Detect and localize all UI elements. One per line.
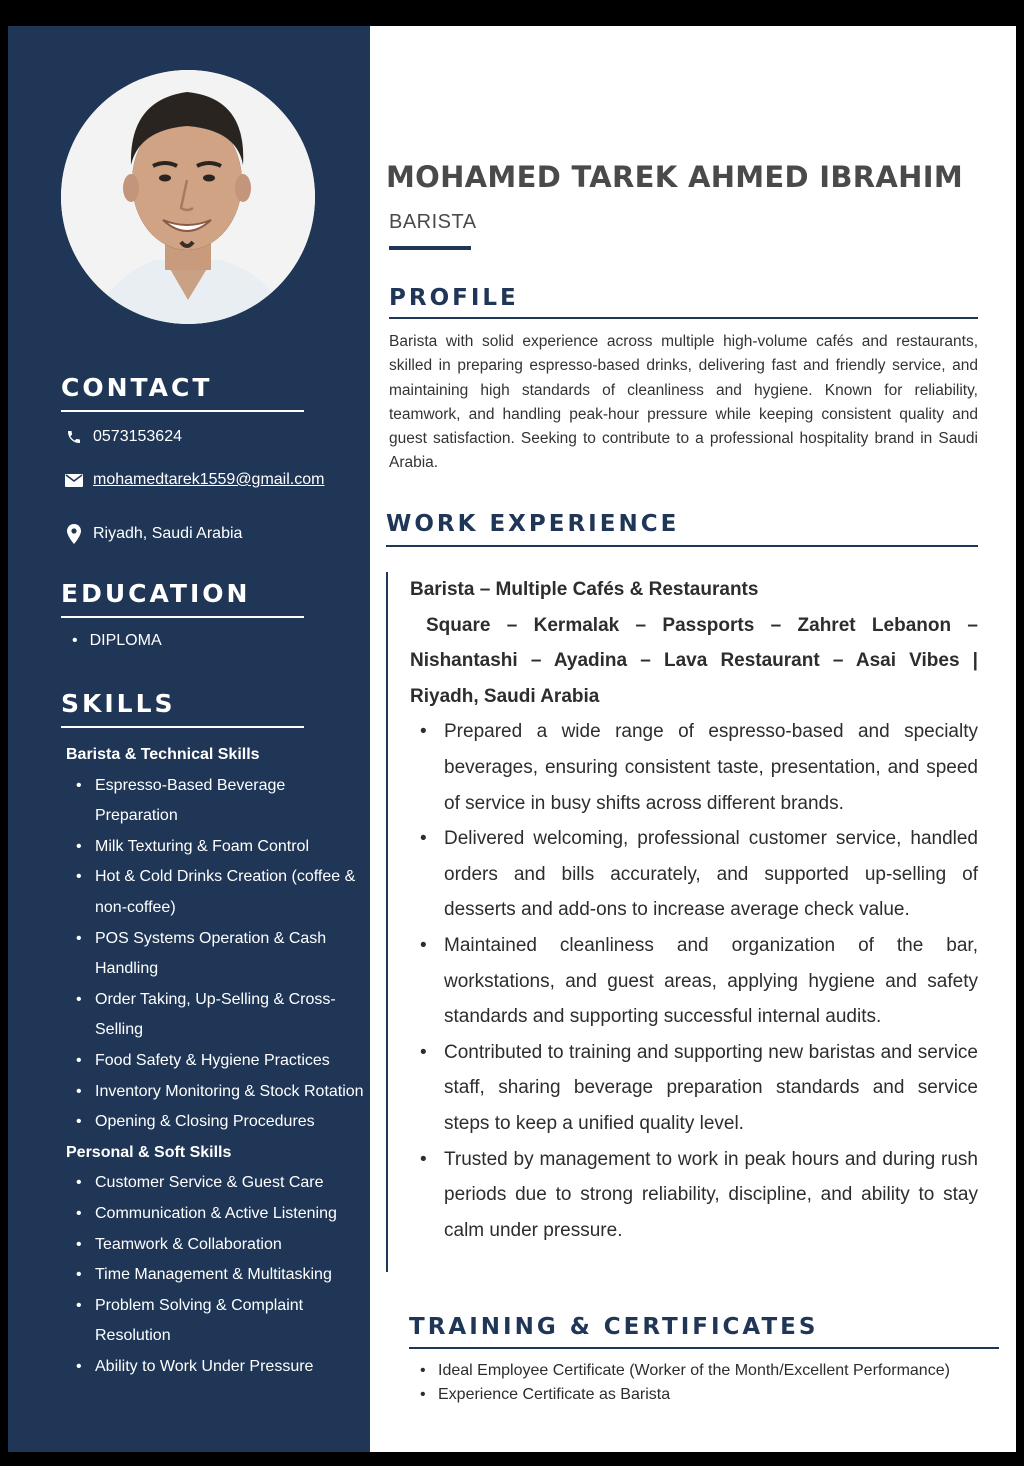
- skill-item: • Customer Service & Guest Care: [66, 1168, 366, 1199]
- certificates-divider: [409, 1347, 999, 1349]
- skill-item: • Espresso-Based Beverage Preparation: [66, 771, 366, 832]
- experience-locations-line1: Square – Kermalak – Passports – Zahret Lebanon –: [426, 614, 978, 636]
- title-underline: [389, 246, 471, 250]
- experience-bullet: • Maintained cleanliness and organization of the bar, workstations, and guest areas, applying hygiene and safety standards and supporting successful internal audits.: [410, 928, 978, 1035]
- skill-item: • Hot & Cold Drinks Creation (coffee & non-coffee): [66, 862, 366, 923]
- profile-divider: [389, 317, 978, 319]
- location-row: [61, 524, 242, 544]
- experience-heading: Barista – Multiple Cafés & Restaurants: [410, 579, 759, 600]
- profile-text: Barista with solid experience across multiple high-volume cafés and restaurants, skilled in preparing espresso-based drinks, delivering fast and friendly service, and maintaining high standards of cleanliness and hygiene. Known for reliability, teamwork, and handling peak-hour pressure while keeping consistent quality and guest satisfaction. Seeking to contribute to a professional hospitality brand in Saudi Arabia.: [389, 333, 978, 472]
- experience-locations-rest: Nishantashi – Ayadina – Lava Restaurant – Asai Vibes | Riyadh, Saudi Arabia: [410, 650, 978, 707]
- profile-heading: PROFILE: [389, 285, 519, 311]
- work-experience-divider: [386, 545, 978, 547]
- education-heading: EDUCATION: [61, 580, 304, 618]
- mail-icon: [61, 474, 87, 487]
- experience-bullet: • Contributed to training and supporting new baristas and service staff, sharing beverage preparation standards and service steps to keep a unified quality level.: [410, 1035, 978, 1142]
- phone-text[interactable]: 0573153624: [93, 428, 182, 445]
- education-list: [72, 632, 162, 650]
- skill-item: • Food Safety & Hygiene Practices: [66, 1046, 366, 1077]
- candidate-name: MOHAMED TAREK AHMED IBRAHIM: [386, 160, 963, 194]
- sidebar: [8, 26, 370, 1452]
- skills-heading: SKILLS: [61, 690, 304, 728]
- skill-item: • Time Management & Multitasking: [66, 1260, 366, 1291]
- skill-item: • Teamwork & Collaboration: [66, 1230, 366, 1261]
- work-experience-heading: WORK EXPERIENCE: [386, 511, 680, 537]
- location-pin-icon: [61, 524, 87, 544]
- experience-bullets: [410, 714, 978, 1248]
- profile-photo: [61, 70, 315, 324]
- certificate-item: • Ideal Employee Certificate (Worker of the Month/Excellent Performance): [420, 1359, 950, 1383]
- skill-item: • Problem Solving & Complaint Resolution: [66, 1291, 366, 1352]
- skills-category-technical: Barista & Technical Skills: [66, 746, 260, 763]
- skill-item: • Milk Texturing & Foam Control: [66, 832, 366, 863]
- skill-item: • Ability to Work Under Pressure: [66, 1352, 366, 1383]
- phone-row: [61, 428, 182, 446]
- skill-item: • Communication & Active Listening: [66, 1199, 366, 1230]
- certificate-item: • Experience Certificate as Barista: [420, 1383, 950, 1407]
- skills-category-soft: Personal & Soft Skills: [66, 1143, 232, 1161]
- contact-heading: CONTACT: [61, 374, 304, 412]
- location-text: Riyadh, Saudi Arabia: [93, 525, 243, 542]
- main-content: [370, 26, 1016, 1452]
- skill-item: • Inventory Monitoring & Stock Rotation: [66, 1077, 366, 1108]
- experience-bullet: • Prepared a wide range of espresso-based and specialty beverages, ensuring consistent taste, presentation, and speed of service in busy shifts across different brands.: [410, 714, 978, 821]
- resume-page: [8, 26, 1016, 1452]
- certificates-list: [420, 1359, 950, 1407]
- experience-bullet: • Trusted by management to work in peak hours and during rush periods due to strong reliability, discipline, and ability to stay calm under pressure.: [410, 1142, 978, 1249]
- skill-item: • POS Systems Operation & Cash Handling: [66, 924, 366, 985]
- skills-list: [66, 740, 366, 1382]
- experience-bullet: • Delivered welcoming, professional customer service, handled orders and bills accurately, and supported up-selling of desserts and add-ons to increase average check value.: [410, 821, 978, 928]
- skill-item: • Opening & Closing Procedures: [66, 1107, 366, 1138]
- email-link[interactable]: mohamedtarek1559@gmail.com: [93, 471, 325, 488]
- job-title: BARISTA: [389, 211, 477, 233]
- skill-item: • Order Taking, Up-Selling & Cross-Selling: [66, 985, 366, 1046]
- certificates-heading: TRAINING & CERTIFICATES: [409, 1314, 819, 1340]
- experience-block: [386, 572, 980, 1272]
- education-item: • DIPLOMA: [72, 632, 162, 650]
- email-row: [61, 471, 324, 489]
- experience-locations: [410, 608, 978, 715]
- phone-icon: [61, 429, 87, 445]
